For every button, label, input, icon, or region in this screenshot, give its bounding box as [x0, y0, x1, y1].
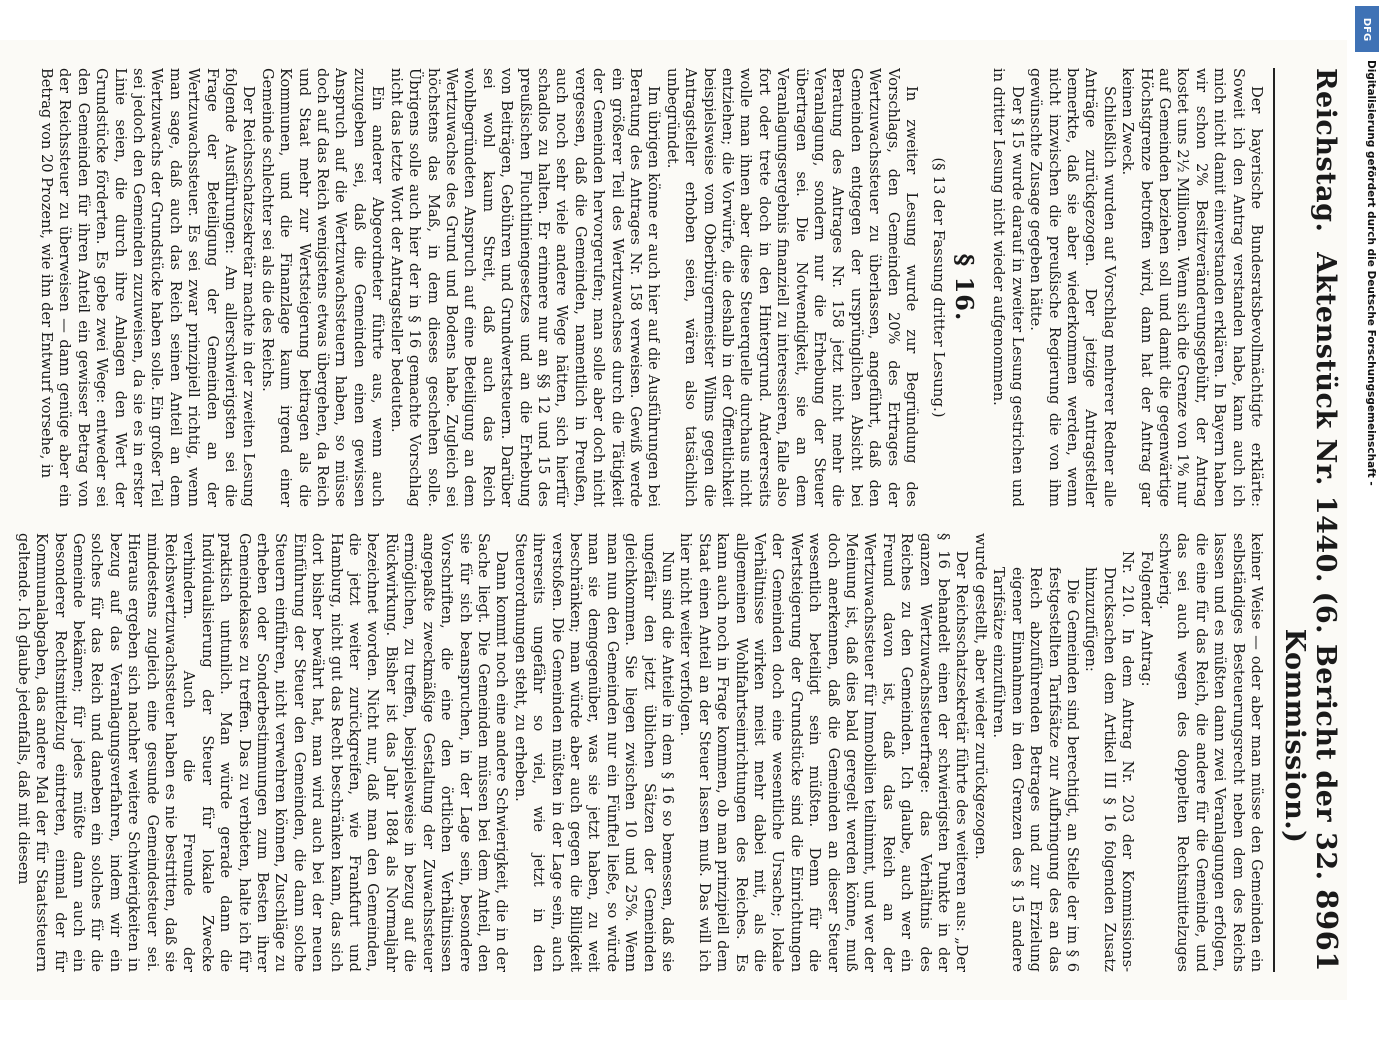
paragraph: wurde gestellt, aber wieder zurückgezogen. — [971, 533, 989, 860]
section-subheading: (§ 13 der Fassung dritter Lesung.) — [930, 157, 949, 418]
paragraph: Folgender Antrag: — [1137, 551, 1155, 687]
header-reichstag: Reichstag. — [1310, 68, 1341, 233]
paragraph: Der Reichsschatzsekretär machte in der zweiten Lesung folgende Ausführungen: Am allerschwierigsten sei die Frage der Beteiligung der Gemeinden an der Wertzuwachssteuer. Es sei zwar prinzipiell richtig, wenn man sage, daß auch das Reich seinen Anteil an dem Wertzuwachs der Grundstücke haben solle. Ein großer Teil sei jedoch den Gemeinden zuzuweisen, da sie es in erster Linie seien, die durch ihre Anlagen den Wert der Grundstücke förderten. Es gebe zwei Wege: entweder sei den Gemeinden für ihren Anteil ein gewisser Betrag von der Reichssteuer zu überweisen — dann genüge aber ein Betrag von 20 Prozent, wie ihn der Entwurf vorsehe, in — [38, 68, 258, 507]
header-left — [1310, 68, 1341, 583]
paragraph: keiner Weise — oder aber man müsse den Gemeinden ein selbständiges Besteuerungsrecht neben dem des Reichs lassen und es müßten dann zwei Veranlagungen erfolgen, die eine für das Reich, die andere für die Gemeinde, und das sei auch wegen des doppelten Rechtsmittelzuges schwierig. — [1155, 533, 1265, 972]
paragraph: In zweiter Lesung wurde zur Begründung des Vorschlags, den Gemeinden 20% des Ertrages der Wertzuwachssteuer zu überlassen, angeführt, daß den Gemeinden entgegen der ursprünglichen Absicht bei Beratung des Antrages Nr. 158 jetzt nicht mehr die Veranlagung, sondern nur die Erhebung der Steuer übertragen sei. Die Notwendigkeit, sie an dem Veranlagungsergebnis finanziell zu interessieren, falle also fort oder trete doch in den Hintergrund. Andererseits wolle man ihnen aber diese Steuerquelle durchaus nicht entziehen; die Vorwürfe, die deshalb in der Öffentlichkeit beispielsweise vom Oberbürgermeister Wilms gegen die Antragsteller erhoben seien, wären also tatsächlich unbegründet. — [663, 68, 921, 507]
page-header — [1273, 68, 1344, 972]
page-number: 8961 — [1310, 889, 1344, 972]
paragraph: Dann kommt noch eine andere Schwierigkeit, die in der Sache liegt. Die Gemeinden müssen bei dem Anteil, den sie für sich beanspruchen, in der Lage sein, besondere Vorschriften, die eine den örtlichen Verhältnissen angepaßte zweckmäßige Gestaltung der Zuwachssteuer ermöglichen, zu treffen, beispielsweise in bezug auf die Rückwirkung. Bisher ist das Jahr 1884 als Normaljahr bezeichnet worden. Nicht nur, daß man den Gemeinden, die jetzt weiter zurückgreifen, wie Frankfurt und Hamburg, nicht gut das Recht beschränken kann, das sich dort bisher bewährt hat, man wird auch bei der neuen Einführung der Steuer den Gemeinden, die dann solche Steuern einführen, nicht verwehren können, Zuschläge zu erheben oder Sonderbestimmungen zum Besten ihrer Gemeindekasse zu treffen. Das zu verbieten, halte ich für praktisch untunlich. Man würde gerade dann die Individualisierung der Steuer für lokale Zwecke verhindern. Auch die Freunde der Reichswertzuwachssteuer haben es nie bestritten, daß sie mindestens zugleich eine gesunde Gemeindesteuer sei. Hieraus ergeben sich nachher weitere Schwierigkeiten in bezug auf das Veranlagungsverfahren, indem wir ein solches für das Reich und daneben ein solches für die Gemeinde bekämen; für jedes müßte dann auch ein besonderer Rechtsmittelzug eintreten, einmal der für Kommunalabgaben, das andere Mal der für Staatssteuern geltende. Ich glaube jedenfalls, daß mit diesem — [15, 533, 511, 972]
motion-text: Nr. 210. In dem Antrag Nr. 203 der Kommissions-Drucksachen dem Artikel III § 16 folgenden Zusatz hinzuzufügen: — [1082, 551, 1137, 972]
paragraph: Schließlich wurden auf Vorschlag mehrerer Redner alle Anträge zurückgezogen. Der jetzige Antragsteller bemerkte, daß sie aber wiederkommen werden, wenn nicht inzwischen die preußische Regierung die von ihm gewünschte Zusage gegeben hätte. — [1027, 68, 1118, 507]
text-columns — [15, 68, 1265, 972]
dfg-logo: DFG — [1355, 6, 1379, 52]
header-report-title: (6. Bericht der 32. Kommission.) — [1279, 591, 1341, 881]
section-heading: § 16. — [949, 253, 979, 322]
paragraph: Ein anderer Abgeordneter führte aus, wenn auch zuzugeben sei, daß die Gemeinden einen gewissen Anspruch auf die Wertzuwachssteuern haben, so müsse doch auf das Reich wenigstens etwas übergehen, da Reich und Staat mehr zur Wertsteigerung beitragen als die Kommunen, und die Finanzlage kaum irgend einer Gemeinde schlechter sei als die des Reichs. — [258, 68, 387, 507]
paragraph: Im übrigen könne er auch hier auf die Ausführungen bei Beratung des Antrages Nr. 158 verweisen. Gewiß werde ein größerer Teil des Wertzuwachses durch die Tätigkeit der Gemeinden hervorgerufen; man solle aber doch nicht vergessen, daß die Gemeinden, namentlich in Preußen, auch noch sehr viele andere Wege hätten, sich hierfür schadlos zu halten. Er erinnere nur an §§ 12 und 15 des preußischen Fluchtliniengesetzes und an die Erhebung von Beiträgen, Gebühren und Grundwertsteuern. Darüber sei wohl kaum Streit, daß auch das Reich wohlbegründeten Anspruch auf eine Beteiligung an dem Wertzuwachse des Grund und Bodens habe. Zugleich sei höchstens das Maß, in dem dieses geschehen solle. Übrigens solle auch hier der in § 16 gemachte Vorschlag nicht das letzte Wort der Antragsteller bedeuten. — [387, 68, 663, 507]
digitization-strip — [1347, 0, 1383, 1000]
document-page — [0, 40, 1358, 1000]
paragraph: Der bayerische Bundesratsbevollmächtigte erklärte: Soweit ich den Antrag verstanden habe, kann auch ich mich nicht damit einverstanden erklären. In Bayern haben wir schon 2% Besitzveränderungsgebühr, der Antrag kostet uns 2½ Millionen. Wenn sich die Grenze von 1% nur auf Gemeinden beziehen soll und damit die gegenwärtige Höchstgrenze betroffen wird, dann hat der Antrag gar keinen Zweck. — [1119, 68, 1265, 507]
digitization-note: Digitalisierung gefördert durch die Deutsche Forschungsgemeinschaft - — [1365, 60, 1377, 486]
paragraph: Nun sind die Anteile in dem § 16 so bemessen, daß sie ungefähr den jetzt üblichen Sätzen der Gemeinden gleichkommen. Sie liegen zwischen 10 und 25%. Wenn man nun den Gemeinden nur ein Fünftel ließe, so würde man sie demgegenüber, was sie jetzt haben, zu weit beschränken; man würde aber auch gegen die Billigkeit verstoßen. Die Gemeinden müßten in der Lage sein, auch ihrerseits ungefähr so viel, wie jetzt in den Steuerordnungen steht, zu erheben. — [511, 533, 676, 972]
column-right — [15, 533, 1265, 972]
header-aktenstueck: Aktenstück Nr. 1440. — [1310, 252, 1341, 583]
paragraph: Der § 15 wurde darauf in zweiter Lesung gestrichen und in dritter Lesung nicht wieder aufgenommen. — [990, 68, 1026, 507]
paragraph: Der Reichsschatzsekretär führte des weiteren aus: „Der § 16 behandelt einen der schwierigsten Punkte in der ganzen Wertzuwachssteuerfrage: das Verhältnis des Reiches zu den Gemeinden. Ich glaube, auch wer ein Freund davon ist, daß das Reich an der Wertzuwachssteuer für Immobilien teilnimmt, und wer der Meinung ist, daß dies bald geregelt werden könne, muß doch anerkennen, daß die Gemeinden an dieser Steuer wesentlich beteiligt sein müßten. Denn für die Wertsteigerung der Grundstücke sind die Einrichtungen der Gemeinden doch eine wesentliche Ursache; lokale Verhältnisse wirken meist mehr dabei mit, als die allgemeinen Wohlfahrtseinrichtungen des Reiches. Es kann auch noch in Frage kommen, ob man prinzipiell dem Staat einen Anteil an der Steuer lassen muß. Das will ich hier nicht weiter verfolgen. — [677, 533, 971, 972]
motion-body: Die Gemeinden sind berechtigt, an Stelle der im § 6 festgestellten Tarifsätze zur Aufbringung des an das Reich abzuführenden Betrages und zur Erzielung eigener Einnahmen in den Grenzen des § 15 andere Tarifsätze einzuführen. — [990, 567, 1081, 972]
column-left — [15, 68, 1265, 507]
